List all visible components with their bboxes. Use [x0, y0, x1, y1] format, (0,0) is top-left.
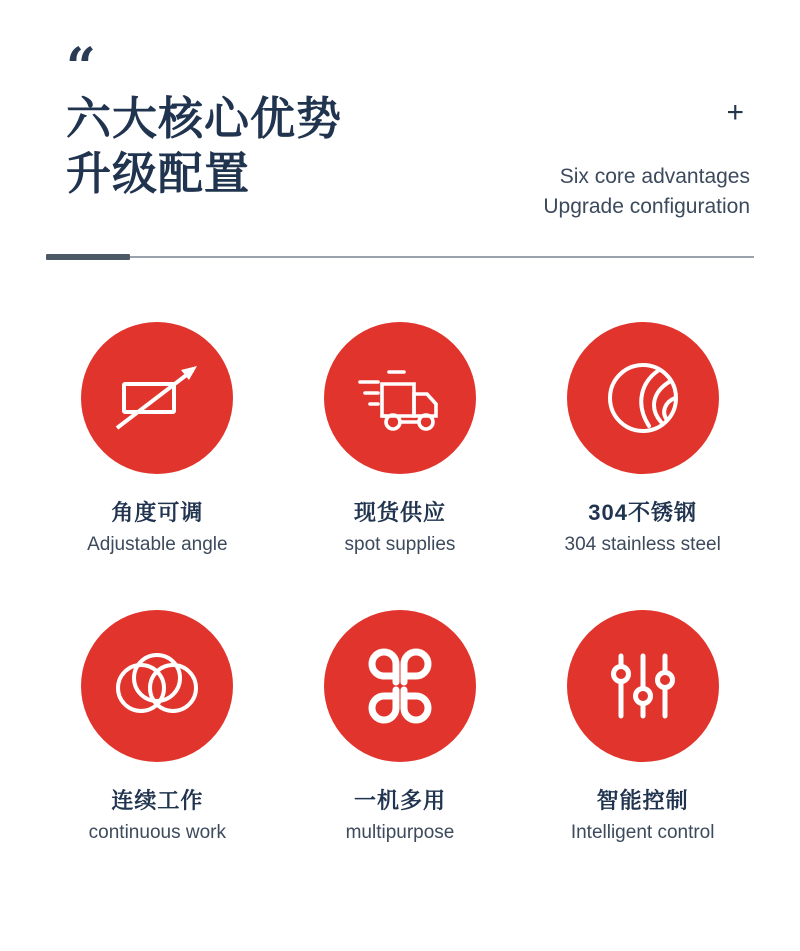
stainless-steel-icon [567, 322, 719, 474]
header-row [46, 82, 754, 223]
page-title [66, 92, 342, 202]
page-title-line1: 六大核心优势 [66, 93, 343, 144]
page-subtitle-line1: Six core advantages [559, 165, 750, 188]
feature-label-cn: 智能控制 [596, 788, 689, 813]
feature-item [279, 322, 522, 556]
feature-label-en: multipurpose [345, 822, 455, 843]
page-title-line2: 升级配置 [66, 147, 251, 199]
delivery-truck-icon [324, 322, 476, 474]
quote-mark-icon: “ [66, 37, 94, 98]
feature-label-cn: 304不锈钢 [588, 500, 698, 525]
feature-item [36, 322, 279, 556]
adjustable-angle-icon [81, 322, 233, 474]
feature-label-en: spot supplies [344, 534, 456, 555]
header-right-block [543, 82, 754, 223]
feature-label-cn: 连续工作 [111, 788, 204, 813]
plus-icon: + [726, 96, 744, 129]
feature-label-cn: 一机多用 [353, 788, 446, 813]
page-header [0, 0, 800, 232]
page-subtitle [543, 162, 750, 223]
feature-item [36, 610, 279, 844]
continuous-rings-icon [81, 610, 233, 762]
feature-label-en: Intelligent control [570, 822, 715, 843]
page-subtitle-line2: Upgrade configuration [543, 195, 750, 219]
feature-label-en: Adjustable angle [87, 534, 228, 555]
feature-grid [0, 322, 800, 844]
feature-item [521, 322, 764, 556]
sliders-control-icon [567, 610, 719, 762]
feature-item [521, 610, 764, 844]
feature-label-en: continuous work [88, 822, 226, 843]
divider-accent [46, 254, 130, 260]
feature-label-cn: 现货供应 [353, 500, 446, 525]
multipurpose-clover-icon [324, 610, 476, 762]
divider [46, 254, 754, 260]
feature-label-cn: 角度可调 [111, 500, 204, 525]
feature-label-en: 304 stainless steel [564, 534, 721, 555]
feature-item [279, 610, 522, 844]
divider-line [46, 256, 754, 258]
